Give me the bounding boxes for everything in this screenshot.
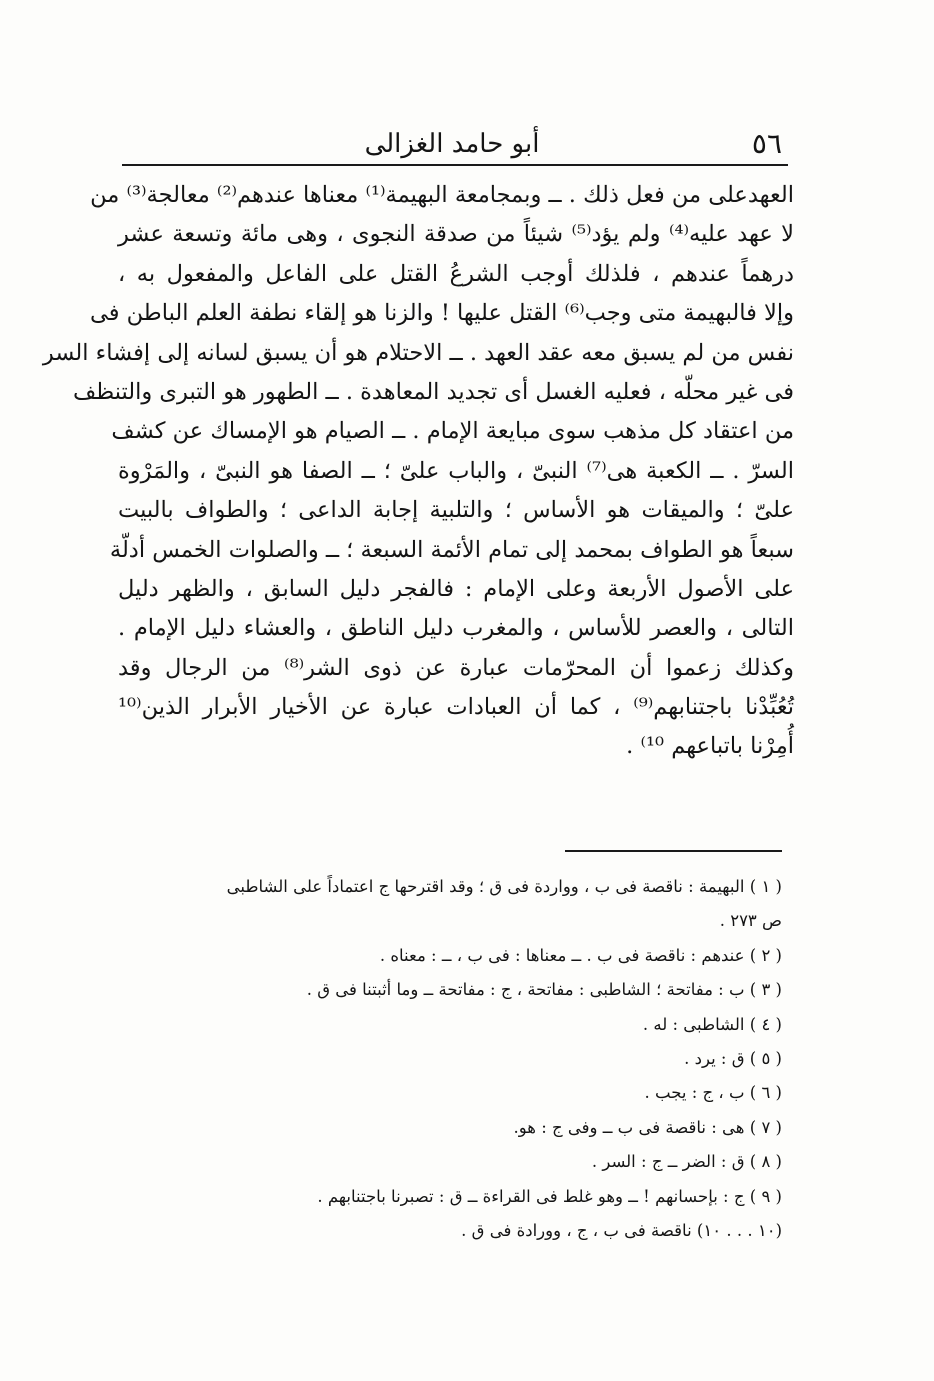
body-line: علىّ ؛ والميقات هو الأساس ؛ والتلبية إجابة الداعى ؛ والطواف بالبيت [118,497,794,524]
body-line: التالى ، والعصر للأساس ، والمغرب دليل الناطق ، والعشاء دليل الإمام . [118,615,794,642]
body-line: تُعُبِّدْنا باجتنابهم⁽⁹⁾ ، كما أن العبادات عبارة عن الأخيار الأبرار الذين⁽¹⁰ [118,694,794,721]
header-rule [122,164,788,166]
body-line: نفس من لم يسبق معه عقد العهد . ــ الاحتلام هو أن يسبق لسانه إلى إفشاء السر [42,339,794,366]
footnote: ( ٢ ) عندهم : ناقصة فى ب . ــ معناها : فى ب ، ــ : معناه . [379,945,782,965]
footnote: ( ٥ ) ق : يرد . [684,1049,782,1069]
footnote: ( ١ ) البهيمة : ناقصة فى ب ، وواردة فى ق ؛ وقد اقترحها ج اعتماداً على الشاطبى [226,877,782,896]
footnote: (١٠ . . . ١٠) ناقصة فى ب ، ج ، وورادة فى ق . [461,1221,782,1241]
footnote: ( ٧ ) هى : ناقصة فى ب ــ وفى ج : هو. [513,1117,782,1137]
running-title: أبو حامد الغزالى [364,129,540,159]
body-line: وإلا فالبهيمة متى وجب⁽⁶⁾ القتل عليها ! والزنا هو إلقاء نطفة العلم الباطن فى [90,300,794,327]
footnote: ( ٦ ) ب ، ج : يجب . [644,1083,782,1103]
page-header [122,124,782,164]
body-line: لا عهد عليه⁽⁴⁾ ولم يؤد⁽⁵⁾ شيئاً من صدقة النجوى ، وهى مائة وتسعة عشر [118,221,794,248]
body-line: على الأصول الأربعة وعلى الإمام : فالفجر دليل السابق ، والظهر دليل [118,575,794,602]
body-line: العهدعلى من فعل ذلك . ــ وبمجامعة البهيمة⁽¹⁾ معناها عندهم⁽²⁾ معالجة⁽³⁾ من [90,182,794,208]
body-line: السرّ . ــ الكعبة هى⁽⁷⁾ النبىّ ، والباب علىّ ؛ ــ الصفا هو النبىّ ، والمَرْوة [118,457,794,484]
footnote: ( ٩ ) ج : بإحسانهم ! ــ وهو غلط فى القراءة ــ ق : تصبرنا باجتنابهم . [317,1186,782,1206]
body-line: درهماً عندهم ، فلذلك أوجب الشرعُ القتل على الفاعل والمفعول به ، [118,260,794,287]
footnote-continuation: ص ٢٧٣ . [719,911,782,931]
body-text [42,176,794,767]
body-line: أُمِرْنا باتباعهم ¹⁰⁾ . [626,733,794,760]
body-line: من اعتقاد كل مذهب سوى مبايعة الإمام . ــ الصيام هو الإمساك عن كشف [111,418,794,445]
footnote: ( ٣ ) ب : مفاتحة ؛ الشاطبى : مفاتحة ، ج : مفاتحة ــ وما أثبتنا فى ق . [306,980,782,1000]
footnote: ( ٤ ) الشاطبى : له . [642,1014,782,1034]
footnote: ( ٨ ) ق : الضر ــ ج : السر . [591,1152,782,1172]
footnotes-rule [565,850,782,852]
footnotes [130,870,782,1248]
body-line: وكذلك زعموا أن المحرّمات عبارة عن ذوى الشر⁽⁸⁾ من الرجال وقد [118,654,794,681]
body-line: فى غير محلّه ، فعليه الغسل أى تجديد المعاهدة . ــ الطهور هو التبرى والتنظف [72,378,794,405]
page-number: ٥٦ [751,127,782,160]
body-line: سبعاً هو الطواف بمحمد إلى تمام الأئمة السبعة ؛ ــ والصلوات الخمس أدلّة [109,536,794,563]
